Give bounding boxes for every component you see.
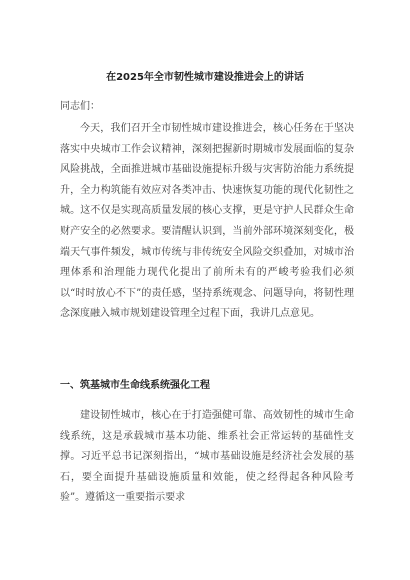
section-paragraph: 建设韧性城市，核心在于打造强健可靠、高效韧性的城市生命线系统，这是承载城市基本功能、维系社会正常运转的基础性支撑。习近平总书记深刻指出，“城市基础设施是经济社会发展的基石，要全面提升基础设施质量和效能，使之经得起各种风险考验”。遵循这一重要指示要求 (60, 410, 354, 504)
section-heading: 一、筑基城市生命线系统强化工程 (60, 380, 210, 391)
salutation: 同志们： (60, 101, 100, 112)
body-paragraph: 今天，我们召开全市韧性城市建设推进会，核心任务在于坚决落实中央城市工作会议精神，深刻把握新时期城市发展面临的复杂风险挑战，全面推进城市基础设施提标升级与灾害防治能力系统提升，全力构筑能有效应对各类冲击、快速恢复功能的现代化韧性之城。这不仅是实现高质量发展的核心支撑，更是守护人民群众生命财产安全的必然要求。要清醒认识到，当前外部环境深刻变化，极端天气事件频发，城市传统与非传统安全风险交织叠加，对城市治理体系和治理能力现代化提出了前所未有的严峻考验我们必须以“时时放心不下”的责任感，坚持系统观念、问题导向，将韧性理念深度融入城市规划建设管理全过程下面，我讲几点意见。 (60, 123, 354, 320)
page-title: 在2025年全市韧性城市建设推进会上的讲话 (106, 72, 304, 83)
